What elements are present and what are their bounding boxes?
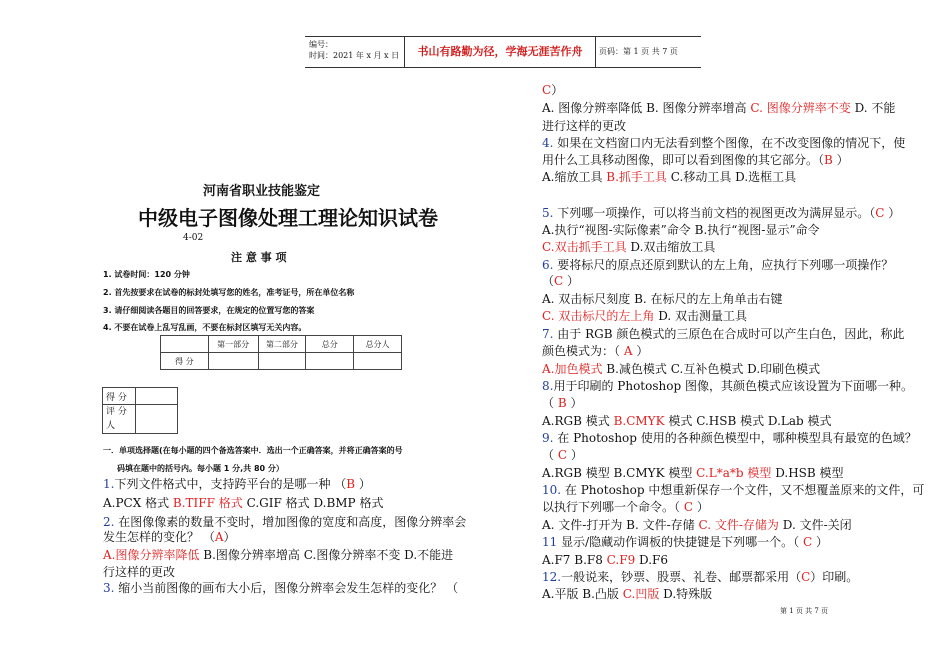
score-cell[interactable] xyxy=(354,353,402,370)
q5-end: ） xyxy=(884,206,901,220)
q3-opt-c: C. 图像分辨率不变 xyxy=(750,101,851,115)
q7-opt-rest: B.减色模式 C.互补色模式 D.印刷色模式 xyxy=(602,362,821,376)
score-header-empty xyxy=(161,336,209,353)
grader-label-1: 评 分 xyxy=(106,407,127,417)
q6-pre: （ xyxy=(542,274,555,288)
grader-table xyxy=(102,387,178,434)
q1-opt-a: A.PCX 格式 xyxy=(103,496,173,510)
q8-opt-a: A.RGB 模式 xyxy=(542,414,614,428)
q3-opt-d: D. 不能 xyxy=(850,101,896,115)
question-8-cont xyxy=(542,394,582,413)
code-label: 编号： xyxy=(309,40,333,49)
q6-num: 6. xyxy=(542,258,554,272)
q10-text-2: 以执行下列哪一个命令。（ xyxy=(542,500,684,514)
score-cell[interactable] xyxy=(208,353,258,370)
q12-end: ）印刷。 xyxy=(810,570,859,584)
org-name: 河南省职业技能鉴定 xyxy=(203,184,321,199)
notice-title: 注 意 事 项 xyxy=(231,251,287,264)
q5-text: 下列哪一项操作，可以将当前文档的视图更改为满屏显示。（ xyxy=(553,206,876,220)
q8-opt-b: B.CMYK xyxy=(613,414,665,428)
q10-num: 10. xyxy=(542,483,562,497)
q5-opt-c: C.双击抓手工具 xyxy=(542,240,627,254)
q6-opt-c: C. 双击标尺的左上角 xyxy=(542,309,655,323)
q5-options: A.执行“视图-实际像素”命令 B.执行“视图-显示”命令 xyxy=(542,223,820,237)
question-6-cont xyxy=(542,272,579,291)
q3-text: 缩小当前图像的画布大小后，图像分辨率会发生怎样的变化？ （ xyxy=(114,581,459,595)
question-10-cont xyxy=(542,498,709,517)
q3-answer: C xyxy=(542,83,552,97)
q2-options-cont: 行这样的更改 xyxy=(103,565,176,579)
q10-opt-c: C. 文件-存储为 xyxy=(698,518,779,532)
q3-options-cont: 进行这样的更改 xyxy=(542,119,627,133)
score-cell[interactable] xyxy=(306,353,354,370)
q2-end: ） xyxy=(223,530,236,544)
q4-answer: B xyxy=(824,153,833,167)
q10-opt-rest: D. 文件-关闭 xyxy=(778,518,852,532)
q8-text: 用于印刷的 Photoshop 图像，其颜色模式应该设置为下面哪一种。 xyxy=(553,379,913,393)
page-header xyxy=(305,36,701,68)
grader-cell[interactable] xyxy=(136,405,178,434)
time-label: 时间：2021 年 x 月 x 日 xyxy=(309,51,400,60)
q12-text: 一般说来，钞票、股票、礼卷、邮票都采用（ xyxy=(561,570,802,584)
q8-num: 8. xyxy=(542,379,554,393)
q4-opt-rest: C.移动工具 D.选框工具 xyxy=(666,170,797,184)
motto: 书山有路勤为径，学海无涯苦作舟 xyxy=(405,37,596,67)
question-3 xyxy=(103,579,458,598)
exam-code: 4-02 xyxy=(183,233,204,243)
question-1 xyxy=(103,475,371,494)
score-header-part2: 第二部分 xyxy=(258,336,306,353)
page-footer: 第 1 页 共 7 页 xyxy=(780,607,829,615)
q6-text: 要将标尺的原点还原到默认的左上角，应执行下列哪一项操作？ xyxy=(553,258,894,272)
q6-options: A. 双击标尺刻度 B. 在标尺的左上角单击右键 xyxy=(542,292,783,306)
q4-num: 4. xyxy=(542,136,554,150)
notice-3: 3. 请仔细阅读各题目的回答要求，在规定的位置写您的答案 xyxy=(103,306,315,315)
question-7-cont xyxy=(542,342,648,361)
section-line-1: 一．单项选择题(在每小题的四个备选答案中．选出一个正确答案，并将正确答案的号 xyxy=(103,446,403,455)
question-11 xyxy=(542,533,828,552)
score-row-label: 得 分 xyxy=(161,353,209,370)
q8-pre: （ xyxy=(542,396,558,410)
page-code: 页码：第 1 页 共 7 页 xyxy=(599,47,678,56)
q7-answer: A xyxy=(623,344,633,358)
header-meta xyxy=(305,37,405,67)
q3-num: 3. xyxy=(103,581,115,595)
q11-answer: C xyxy=(802,535,813,549)
grader-label xyxy=(103,405,136,434)
notice-4: 4. 不要在试卷上乱写乱画，不要在标封区填写无关内容。 xyxy=(103,323,307,332)
q2-num: 2. xyxy=(103,515,115,529)
notice-1: 1. 试卷时间：120 分钟 xyxy=(103,270,190,279)
q4-text-2: 用什么工具移动图像，即可以看到图像的其它部分。（ xyxy=(542,153,825,167)
q8-opt-rest: 模式 C.HSB 模式 D.Lab 模式 xyxy=(664,414,832,428)
q8-answer: B xyxy=(557,396,567,410)
q4-opt-a: A.缩放工具 xyxy=(542,170,607,184)
q2-opt-a: A.图像分辨率降低 xyxy=(103,548,200,562)
q3-options xyxy=(542,99,895,118)
q11-num: 11 xyxy=(542,535,558,549)
q1-options xyxy=(103,494,383,513)
q9-opt-ab: A.RGB 模型 B.CMYK 模型 xyxy=(542,466,697,480)
q10-opt-ab: A. 文件-打开为 B. 文件-存储 xyxy=(542,518,699,532)
q9-answer: C xyxy=(557,448,568,462)
q6-opt-d: D. 双击测量工具 xyxy=(654,309,748,323)
grader-score-cell[interactable] xyxy=(136,388,178,405)
q1-text: 下列文件格式中，支持跨平台的是哪一种 （ xyxy=(114,477,347,491)
notice-2: 2. 首先按要求在试卷的标封处填写您的姓名，准考证号，所在单位名称 xyxy=(103,288,355,297)
q1-num: 1. xyxy=(103,477,115,491)
q2-text-2: 发生怎样的变化？ （ xyxy=(103,530,215,544)
q7-opt-a: A.加色模式 xyxy=(542,362,603,376)
q6-options-cont xyxy=(542,307,747,326)
q3-end: ） xyxy=(551,83,564,97)
grader-label-2: 人 xyxy=(106,421,116,431)
q10-answer: C xyxy=(683,500,694,514)
q4-text: 如果在文档窗口内无法看到整个图像，在不改变图像的情况下，使 xyxy=(553,136,906,150)
question-2-cont xyxy=(103,528,236,547)
q3-opt-ab: A. 图像分辨率降低 B. 图像分辨率增高 xyxy=(542,101,751,115)
q1-answer: B xyxy=(346,477,356,491)
q12-opt-rest: D.特殊版 xyxy=(659,587,713,601)
q1-opt-cd: C.GIF 格式 D.BMP 格式 xyxy=(242,496,384,510)
q4-options xyxy=(542,168,796,187)
q9-opt-rest: D.HSB 模型 xyxy=(771,466,844,480)
score-header-grader: 总分人 xyxy=(354,336,402,353)
q7-num: 7. xyxy=(542,327,554,341)
q12-answer: C xyxy=(801,570,811,584)
q8-end: ） xyxy=(566,396,583,410)
q5-num: 5. xyxy=(542,206,554,220)
section-line-2: 码填在题中的括号内。每小题 1 分,共 80 分） xyxy=(117,464,284,473)
question-8 xyxy=(542,377,913,396)
q7-end: ） xyxy=(632,344,649,358)
q10-end: ） xyxy=(693,500,709,514)
score-table xyxy=(160,335,402,370)
exam-title: 中级电子图像处理工理论知识试卷 xyxy=(138,206,438,230)
q1-opt-b: B.TIFF 格式 xyxy=(172,496,243,510)
q1-end: ） xyxy=(355,477,371,491)
q4-opt-b: B.抓手工具 xyxy=(606,170,667,184)
question-6 xyxy=(542,256,893,275)
q9-pre: （ xyxy=(542,448,558,462)
q4-end: ） xyxy=(832,153,849,167)
q2-text: 在图像像素的数量不变时，增加图像的宽度和高度，图像分辨率会 xyxy=(114,515,467,529)
question-9-cont xyxy=(542,446,583,465)
q3-answer-line xyxy=(542,81,563,100)
q5-answer: C xyxy=(875,206,885,220)
q6-end: ） xyxy=(563,274,580,288)
q2-opt-rest: B.图像分辨率增高 C.图像分辨率不变 D.不能进 xyxy=(199,548,454,562)
q12-opt-ab: A.平版 B.凸版 xyxy=(542,587,623,601)
score-header-total: 总分 xyxy=(306,336,354,353)
question-9 xyxy=(542,429,917,448)
q12-num: 12. xyxy=(542,570,562,584)
q5-opt-d: D.双击缩放工具 xyxy=(626,240,716,254)
q9-text: 在 Photoshop 使用的各种颜色模型中，哪种模型具有最宽的色域？ xyxy=(553,431,917,445)
q9-opt-c: C.L*a*b 模型 xyxy=(696,466,772,480)
grader-score-label: 得 分 xyxy=(103,388,136,405)
q9-end: ） xyxy=(567,448,583,462)
q5-options-cont xyxy=(542,238,715,257)
q11-opt-ab: A.F7 B.F8 xyxy=(542,553,607,567)
q2-answer: A xyxy=(214,530,224,544)
q10-text: 在 Photoshop 中想重新保存一个文件，又不想覆盖原来的文件，可 xyxy=(561,483,925,497)
q12-options xyxy=(542,585,712,604)
score-header-part1: 第一部分 xyxy=(208,336,258,353)
q6-answer: C xyxy=(554,274,564,288)
q9-num: 9. xyxy=(542,431,554,445)
q11-opt-rest: D.F6 xyxy=(635,553,668,567)
q11-text: 显示/隐藏动作调板的快捷键是下列哪一个。（ xyxy=(557,535,803,549)
q12-opt-c: C.凹版 xyxy=(622,587,660,601)
score-cell[interactable] xyxy=(258,353,306,370)
q7-text-2: 颜色模式为：（ xyxy=(542,344,624,358)
q11-opt-c: C.F9 xyxy=(606,553,636,567)
q11-end: ） xyxy=(812,535,828,549)
q7-text: 由于 RGB 颜色模式的三原色在合成时可以产生白色，因此，称此 xyxy=(553,327,905,341)
